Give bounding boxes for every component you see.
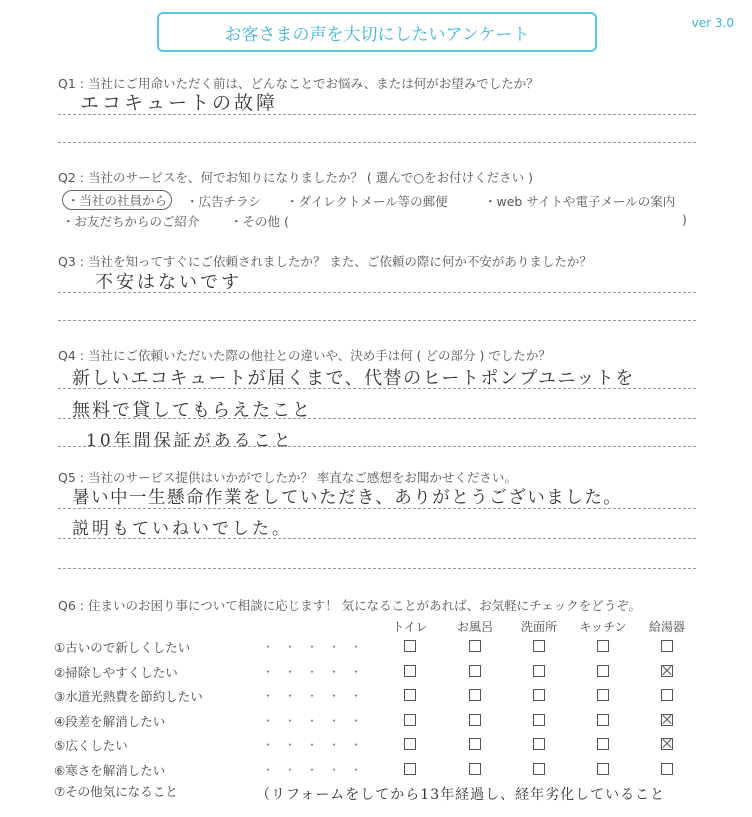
q6-checkbox-キッチン[interactable] xyxy=(597,714,609,726)
q6-checkbox-洗面所[interactable] xyxy=(533,738,545,750)
q3-line-2 xyxy=(58,320,696,321)
q6-row-dots: ・・・・・ xyxy=(262,640,373,654)
q6-checkbox-給湯器[interactable] xyxy=(661,763,673,775)
q5-question: Q5 : 当社のサービス提供はいかがでしたか？ 率直なご感想をお聞かせください。 xyxy=(58,470,517,485)
q2-option-flyer[interactable]: ・広告チラシ xyxy=(186,194,262,209)
q6-row-dots: ・・・・・ xyxy=(262,738,373,752)
column-toilet: トイレ xyxy=(392,620,428,634)
q6-row-label: ④段差を解消したい xyxy=(54,713,166,729)
q6-checkbox-キッチン[interactable] xyxy=(597,763,609,775)
q3-question: Q3 : 当社を知ってすぐにご依頼されましたか？ また、ご依頼の際に何か不安がありましたか？ xyxy=(58,254,592,269)
q6-checkbox-給湯器[interactable] xyxy=(661,714,673,726)
q6-checkbox-トイレ[interactable] xyxy=(404,738,416,750)
q6-row-label: ①古いので新しくしたい xyxy=(54,640,191,655)
q6-checkbox-トイレ[interactable] xyxy=(404,689,416,701)
q6-row-label: ⑥寒さを解消したい xyxy=(54,762,166,778)
q6-checkbox-洗面所[interactable] xyxy=(533,665,545,677)
q5-line-1 xyxy=(58,508,696,509)
q6-row-dots: ・・・・・ xyxy=(262,762,373,777)
q6-checkbox-キッチン[interactable] xyxy=(597,689,609,701)
q6-checkbox-トイレ[interactable] xyxy=(404,714,416,726)
q3-line-1 xyxy=(58,292,696,293)
q6-checkbox-キッチン[interactable] xyxy=(597,640,609,652)
q2-option-other[interactable]: ・その他 ( xyxy=(230,214,289,229)
q5-answer-line-2[interactable]: 説明もていねいでした。 xyxy=(72,519,292,539)
q4-answer-line-1[interactable]: 新しいエコキュートが届くまで、代替のヒートポンプユニットを xyxy=(72,368,635,389)
q6-checkbox-お風呂[interactable] xyxy=(469,689,481,701)
column-kitchen: キッチン xyxy=(579,620,627,634)
column-water-heater: 給湯器 xyxy=(648,620,685,634)
q4-line-1 xyxy=(58,388,696,389)
q5-line-3 xyxy=(58,568,696,569)
q4-line-2 xyxy=(58,418,696,419)
q6-row-label: ②掃除しやすくしたい xyxy=(54,664,178,680)
q6-row-label: ⑤広くしたい xyxy=(54,738,128,753)
q6-checkbox-トイレ[interactable] xyxy=(404,665,416,677)
q6-checkbox-キッチン[interactable] xyxy=(597,738,609,750)
q6-checkbox-お風呂[interactable] xyxy=(469,665,481,677)
q2-option-web[interactable]: ・web サイトや電子メールの案内 xyxy=(484,194,676,209)
q4-answer-line-3[interactable]: 10年間保証があること xyxy=(86,431,294,451)
q6-checkbox-お風呂[interactable] xyxy=(469,714,481,726)
version-label: ver 3.0 xyxy=(691,16,734,30)
q6-other-answer[interactable]: （リフォームをしてから13年経過し、経年劣化していること xyxy=(256,787,666,803)
q6-row-dots: ・・・・・ xyxy=(262,664,373,679)
q6-checkbox-洗面所[interactable] xyxy=(533,689,545,701)
column-bath: お風呂 xyxy=(456,620,493,634)
q6-checkbox-洗面所[interactable] xyxy=(533,714,545,726)
survey-title: お客さまの声を大切にしたいアンケート xyxy=(157,12,597,52)
q6-checkbox-洗面所[interactable] xyxy=(533,640,545,652)
q5-answer-line-1[interactable]: 暑い中一生懸命作業をしていただき、ありがとうございました。 xyxy=(72,488,623,508)
q6-other-label: ⑦その他気になること xyxy=(54,784,178,799)
q2-option-other-close: ) xyxy=(682,212,687,227)
column-washroom: 洗面所 xyxy=(520,620,557,634)
q2-option-staff[interactable]: ・当社の社員から xyxy=(62,190,172,210)
q6-row-dots: ・・・・・ xyxy=(262,689,373,703)
q6-checkbox-給湯器[interactable] xyxy=(661,738,673,750)
q6-checkbox-キッチン[interactable] xyxy=(597,665,609,677)
q1-line-1 xyxy=(58,114,696,115)
q4-line-3 xyxy=(58,446,696,447)
q2-option-mail[interactable]: ・ダイレクトメール等の郵便 xyxy=(286,194,448,209)
q6-checkbox-給湯器[interactable] xyxy=(661,665,673,677)
q6-checkbox-お風呂[interactable] xyxy=(469,738,481,750)
q3-answer[interactable]: 不安はないです xyxy=(95,272,242,293)
q6-checkbox-給湯器[interactable] xyxy=(661,689,673,701)
q6-checkbox-給湯器[interactable] xyxy=(661,640,673,652)
q4-answer-line-2[interactable]: 無料で貸してもらえたこと xyxy=(72,400,312,421)
q1-answer[interactable]: エコキュートの故障 xyxy=(80,92,279,114)
q1-line-2 xyxy=(58,142,696,143)
q6-checkbox-トイレ[interactable] xyxy=(404,763,416,775)
q5-line-2 xyxy=(58,538,696,539)
q6-row-dots: ・・・・・ xyxy=(262,713,373,728)
q6-checkbox-お風呂[interactable] xyxy=(469,763,481,775)
q4-question: Q4 : 当社にご依頼いただいた際の他社との違いや、決め手は何 ( どの部分 ) でしたか？ xyxy=(58,348,551,363)
q1-question: Q1 : 当社にご用命いただく前は、どんなことでお悩み、または何がお望みでしたか？ xyxy=(58,76,539,91)
q2-option-friend[interactable]: ・お友だちからのご紹介 xyxy=(62,214,200,229)
q6-checkbox-トイレ[interactable] xyxy=(404,640,416,652)
q6-row-label: ③水道光熱費を節約したい xyxy=(54,689,203,704)
q6-question: Q6 : 住まいのお困り事について相談に応じます！ 気になることがあれば、お気軽にチェックをどうぞ。 xyxy=(58,598,642,613)
q6-checkbox-お風呂[interactable] xyxy=(469,640,481,652)
q2-question: Q2 : 当社のサービスを、何でお知りになりましたか？ ( 選んで○をお付けください ) xyxy=(58,170,534,185)
q6-checkbox-洗面所[interactable] xyxy=(533,763,545,775)
